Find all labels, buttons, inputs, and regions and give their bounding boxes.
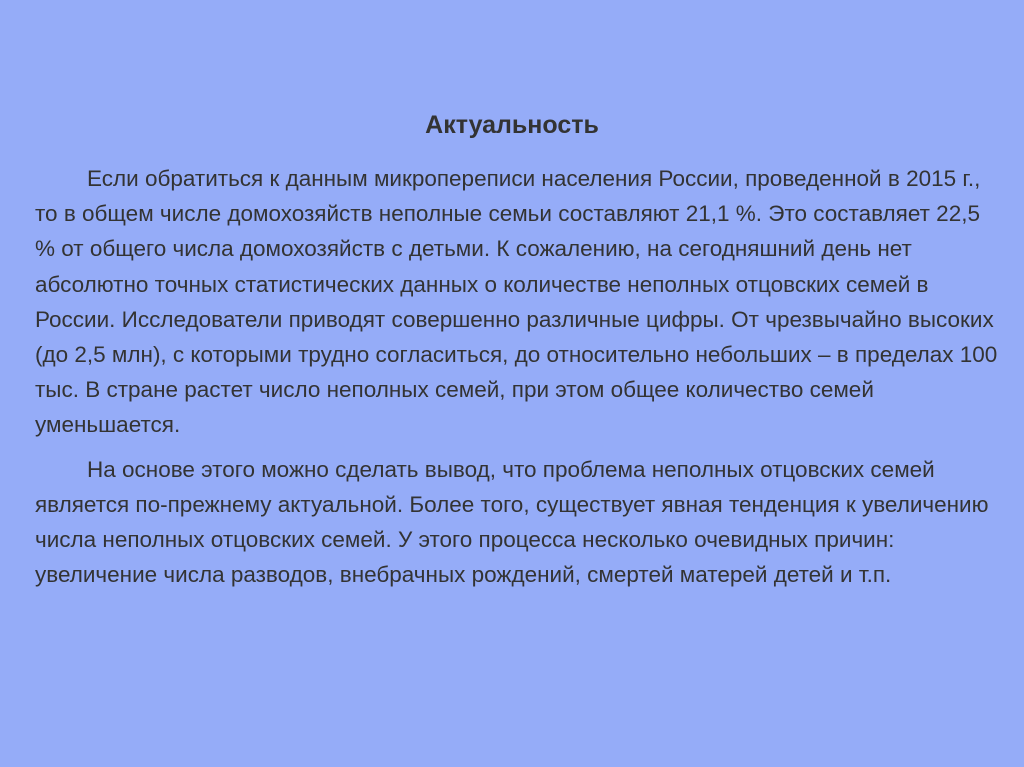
slide-title: Актуальность (425, 111, 599, 139)
slide-body (35, 161, 1003, 592)
body-paragraph-2: На основе этого можно сделать вывод, что проблема неполных отцовских семей является по-прежнему актуальной. Более того, существует явная тенденция к увеличению числа неполных отцовских семей. У этого процесса несколько очевидных причин: увеличение числа разводов, внебрачных рождений, смертей матерей детей и т.п. (35, 456, 989, 588)
body-paragraph-1: Если обратиться к данным микропереписи населения России, проведенной в 2015 г., то в общем числе домохозяйств неполные семьи составляют 21,1 %. Это составляет 22,5 % от общего числа домохозяйств с детьми. К сожалению, на сегодняшний день нет абсолютно точных статистических данных о количестве неполных отцовских семей в России. Исследователи приводят совершенно различные цифры. От чрезвычайно высоких (до 2,5 млн), с которыми трудно согласиться, до относительно небольших – в пределах 100 тыс. В стране растет число неполных семей, при этом общее количество семей уменьшается. (35, 166, 998, 438)
